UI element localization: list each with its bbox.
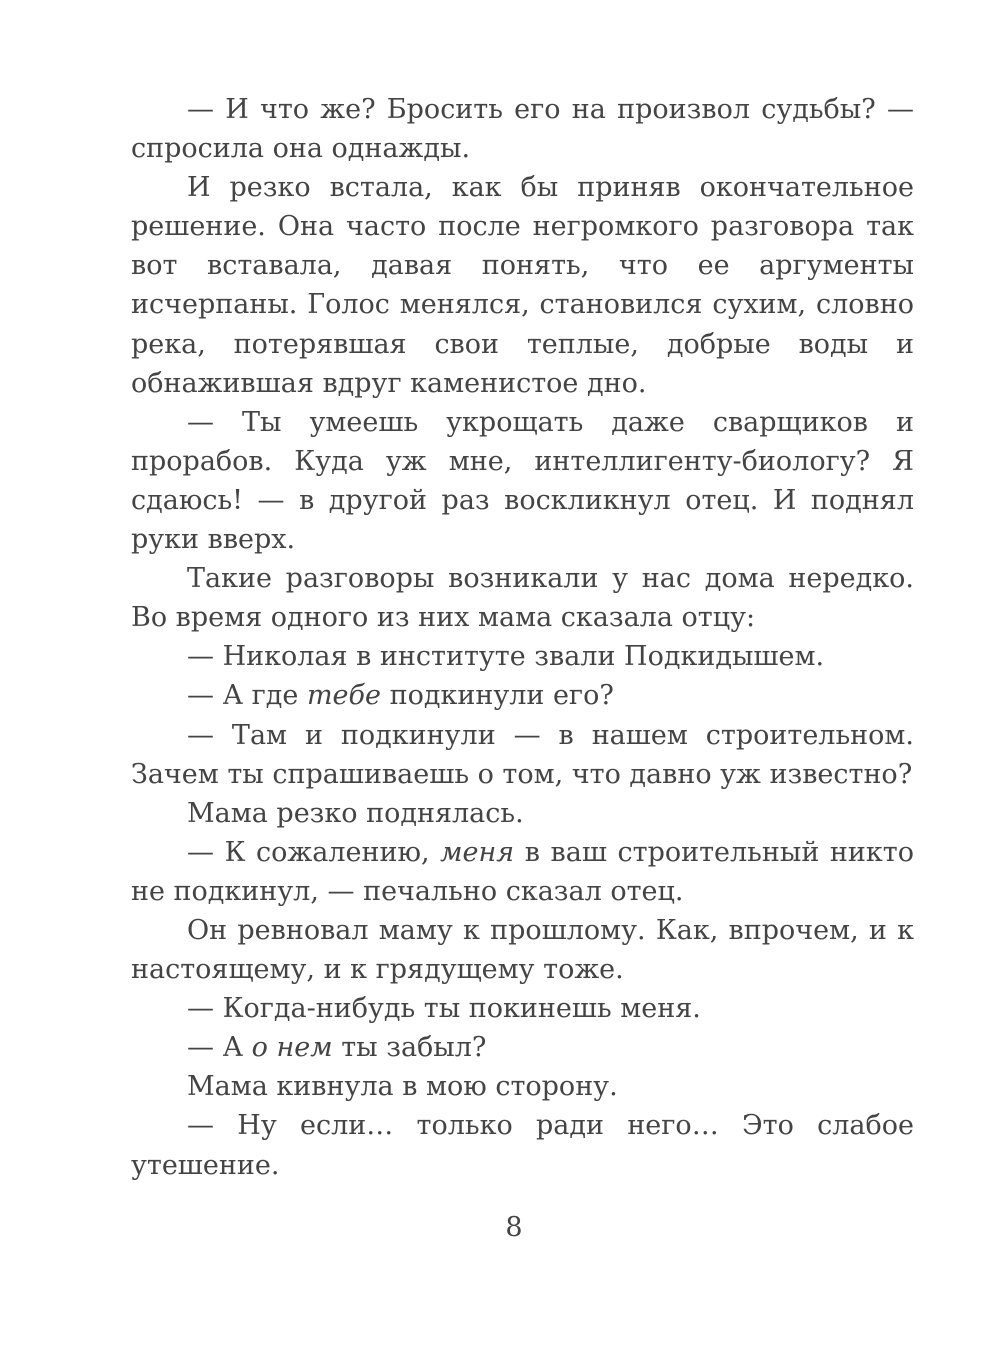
- text-run: Мама резко поднялась.: [187, 797, 524, 829]
- text-run: ты забыл?: [332, 1032, 487, 1064]
- text-run: Мама кивнула в мою сторону.: [187, 1071, 618, 1103]
- paragraph: [131, 989, 914, 1028]
- text-run: — Николая в институте звали Подкидышем.: [187, 641, 825, 673]
- text-run: Он ревновал маму к прошлому. Как, впрочем, и к настоящему, и к грядущему тоже.: [131, 914, 914, 986]
- text-run: — Когда-нибудь ты покинешь меня.: [187, 993, 701, 1025]
- text-run: в ваш строительный никто не подкинул, — печально сказал отец.: [131, 836, 914, 907]
- text-run: — А где: [187, 680, 307, 712]
- paragraph: [131, 716, 914, 794]
- text-run: — К сожалению,: [187, 836, 441, 868]
- paragraph: [131, 1028, 914, 1067]
- text-run: — Ну если… только ради него… Это слабое утешение.: [131, 1110, 914, 1181]
- paragraph: [131, 833, 914, 911]
- paragraph: [131, 911, 914, 989]
- text-run: И резко встала, как бы приняв окончательное решение. Она часто после негромкого разговора так вот вставала, давая понять, что ее аргументы исчерпаны. Голос менялся, становился сухим, словно река, потерявшая свои теплые, добрые воды и обнажившая вдруг каменистое дно.: [131, 172, 914, 399]
- text-run: — Ты умеешь укрощать даже сварщиков и прорабов. Куда уж мне, интеллигенту-биологу? Я сдаюсь! — в другой раз воскликнул отец. И поднял руки вверх.: [131, 406, 914, 556]
- paragraph: [131, 90, 914, 168]
- paragraph: [131, 1106, 914, 1184]
- paragraph: [131, 637, 914, 676]
- paragraph: [131, 403, 914, 559]
- paragraph: [131, 676, 914, 715]
- paragraph: [131, 559, 914, 637]
- text-run: — Там и подкинули — в нашем строительном. Зачем ты спрашиваешь о том, что давно уж известно?: [131, 719, 914, 790]
- italic-text: тебе: [306, 680, 381, 712]
- text-run: Такие разговоры возникали у нас дома нередко. Во время одного из них мама сказала отцу:: [131, 563, 914, 634]
- paragraph: [131, 1067, 914, 1106]
- text-run: — А: [187, 1032, 252, 1064]
- page-number: 8: [505, 1212, 523, 1243]
- italic-text: о нем: [251, 1032, 333, 1064]
- paragraph: [131, 794, 914, 833]
- paragraph: [131, 168, 914, 403]
- italic-text: меня: [440, 836, 515, 868]
- text-run: подкинули его?: [381, 680, 614, 712]
- body-text: [131, 90, 914, 1185]
- text-run: — И что же? Бросить его на произвол судьбы? — спросила она однажды.: [131, 94, 914, 165]
